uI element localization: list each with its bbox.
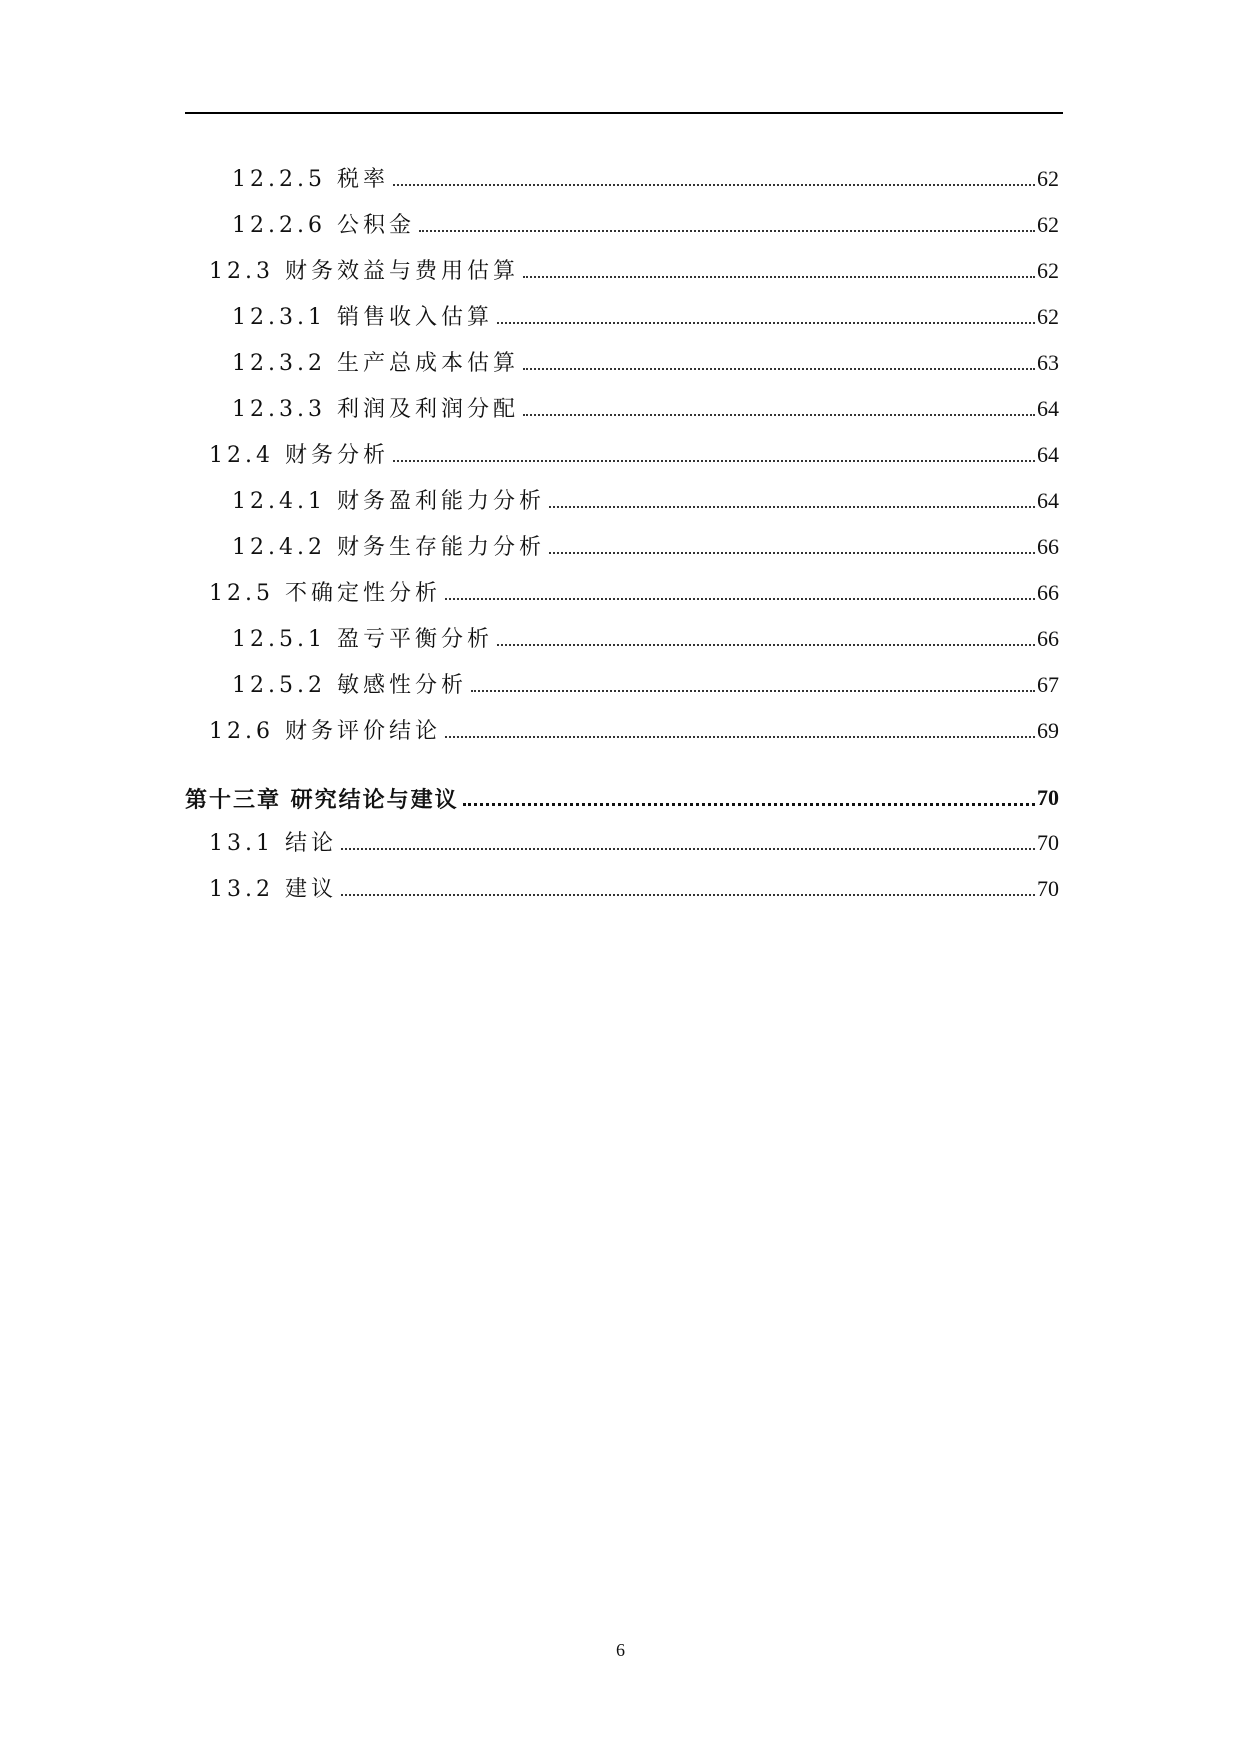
- toc-entry[interactable]: [185, 530, 1059, 576]
- toc-leader-dots: [393, 460, 1035, 462]
- toc-entry-page: 70: [1037, 876, 1059, 901]
- toc-entry-page: 66: [1037, 580, 1059, 605]
- toc-leader-dots: [419, 230, 1035, 232]
- toc-leader-dots: [393, 184, 1035, 186]
- toc-leader-dots: [445, 736, 1035, 738]
- toc-entry-label: 第十三章 研究结论与建议: [185, 786, 459, 813]
- toc-entry-page: 64: [1037, 488, 1059, 513]
- toc-entry[interactable]: [185, 300, 1059, 346]
- toc-entry-label: 12.2.5 税率: [232, 167, 389, 192]
- toc-entry-page: 62: [1037, 166, 1059, 191]
- header-rule: [185, 112, 1063, 114]
- toc-leader-dots: [523, 276, 1035, 278]
- toc-entry[interactable]: [185, 438, 1059, 484]
- toc-entry-page: 66: [1037, 534, 1059, 559]
- toc-leader-dots: [549, 506, 1035, 508]
- toc-leader-dots: [341, 894, 1035, 896]
- toc-entry-page: 64: [1037, 396, 1059, 421]
- toc-entry-label: 12.3.3 利润及利润分配: [232, 397, 519, 422]
- toc-entry-page: 70: [1037, 830, 1059, 855]
- toc-entry[interactable]: [185, 714, 1059, 760]
- toc-leader-dots: [497, 322, 1035, 324]
- toc-entry[interactable]: [185, 392, 1059, 438]
- toc-chapter-entry[interactable]: [185, 770, 1059, 826]
- toc-entry-page: 66: [1037, 626, 1059, 651]
- toc-entry-page: 62: [1037, 212, 1059, 237]
- toc-entry-page: 62: [1037, 258, 1059, 283]
- table-of-contents: [185, 162, 1059, 918]
- toc-entry-page: 63: [1037, 350, 1059, 375]
- toc-entry-label: 12.4.2 财务生存能力分析: [232, 535, 545, 560]
- toc-entry-page: 64: [1037, 442, 1059, 467]
- toc-entry[interactable]: [185, 622, 1059, 668]
- toc-entry-label: 13.1 结论: [209, 831, 337, 856]
- toc-entry[interactable]: [185, 254, 1059, 300]
- toc-entry-label: 12.5.2 敏感性分析: [232, 673, 467, 698]
- toc-entry-label: 13.2 建议: [209, 877, 337, 902]
- toc-entry-label: 12.2.6 公积金: [232, 213, 415, 238]
- toc-entry[interactable]: [185, 826, 1059, 872]
- toc-leader-dots: [497, 644, 1035, 646]
- page-number: 6: [616, 1640, 625, 1660]
- toc-entry-label: 12.6 财务评价结论: [209, 719, 441, 744]
- toc-entry-label: 12.3.1 销售收入估算: [232, 305, 493, 330]
- toc-leader-dots: [341, 848, 1035, 850]
- toc-entry-page: 62: [1037, 304, 1059, 329]
- toc-leader-dots: [445, 598, 1035, 600]
- toc-entry[interactable]: [185, 872, 1059, 918]
- toc-entry-page: 70: [1037, 785, 1059, 810]
- toc-entry-label: 12.3 财务效益与费用估算: [209, 259, 519, 284]
- toc-entry[interactable]: [185, 484, 1059, 530]
- toc-entry-page: 67: [1037, 672, 1059, 697]
- toc-leader-dots: [523, 368, 1035, 370]
- toc-leader-dots: [463, 803, 1035, 806]
- toc-entry[interactable]: [185, 208, 1059, 254]
- toc-entry[interactable]: [185, 576, 1059, 622]
- toc-leader-dots: [471, 690, 1035, 692]
- toc-entry[interactable]: [185, 346, 1059, 392]
- toc-leader-dots: [523, 414, 1035, 416]
- toc-entry-label: 12.3.2 生产总成本估算: [232, 351, 519, 376]
- toc-entry-label: 12.4.1 财务盈利能力分析: [232, 489, 545, 514]
- toc-entry[interactable]: [185, 162, 1059, 208]
- toc-entry-label: 12.5.1 盈亏平衡分析: [232, 627, 493, 652]
- toc-leader-dots: [549, 552, 1035, 554]
- toc-entry-page: 69: [1037, 718, 1059, 743]
- toc-entry-label: 12.5 不确定性分析: [209, 581, 441, 606]
- toc-entry-label: 12.4 财务分析: [209, 443, 389, 468]
- toc-entry[interactable]: [185, 668, 1059, 714]
